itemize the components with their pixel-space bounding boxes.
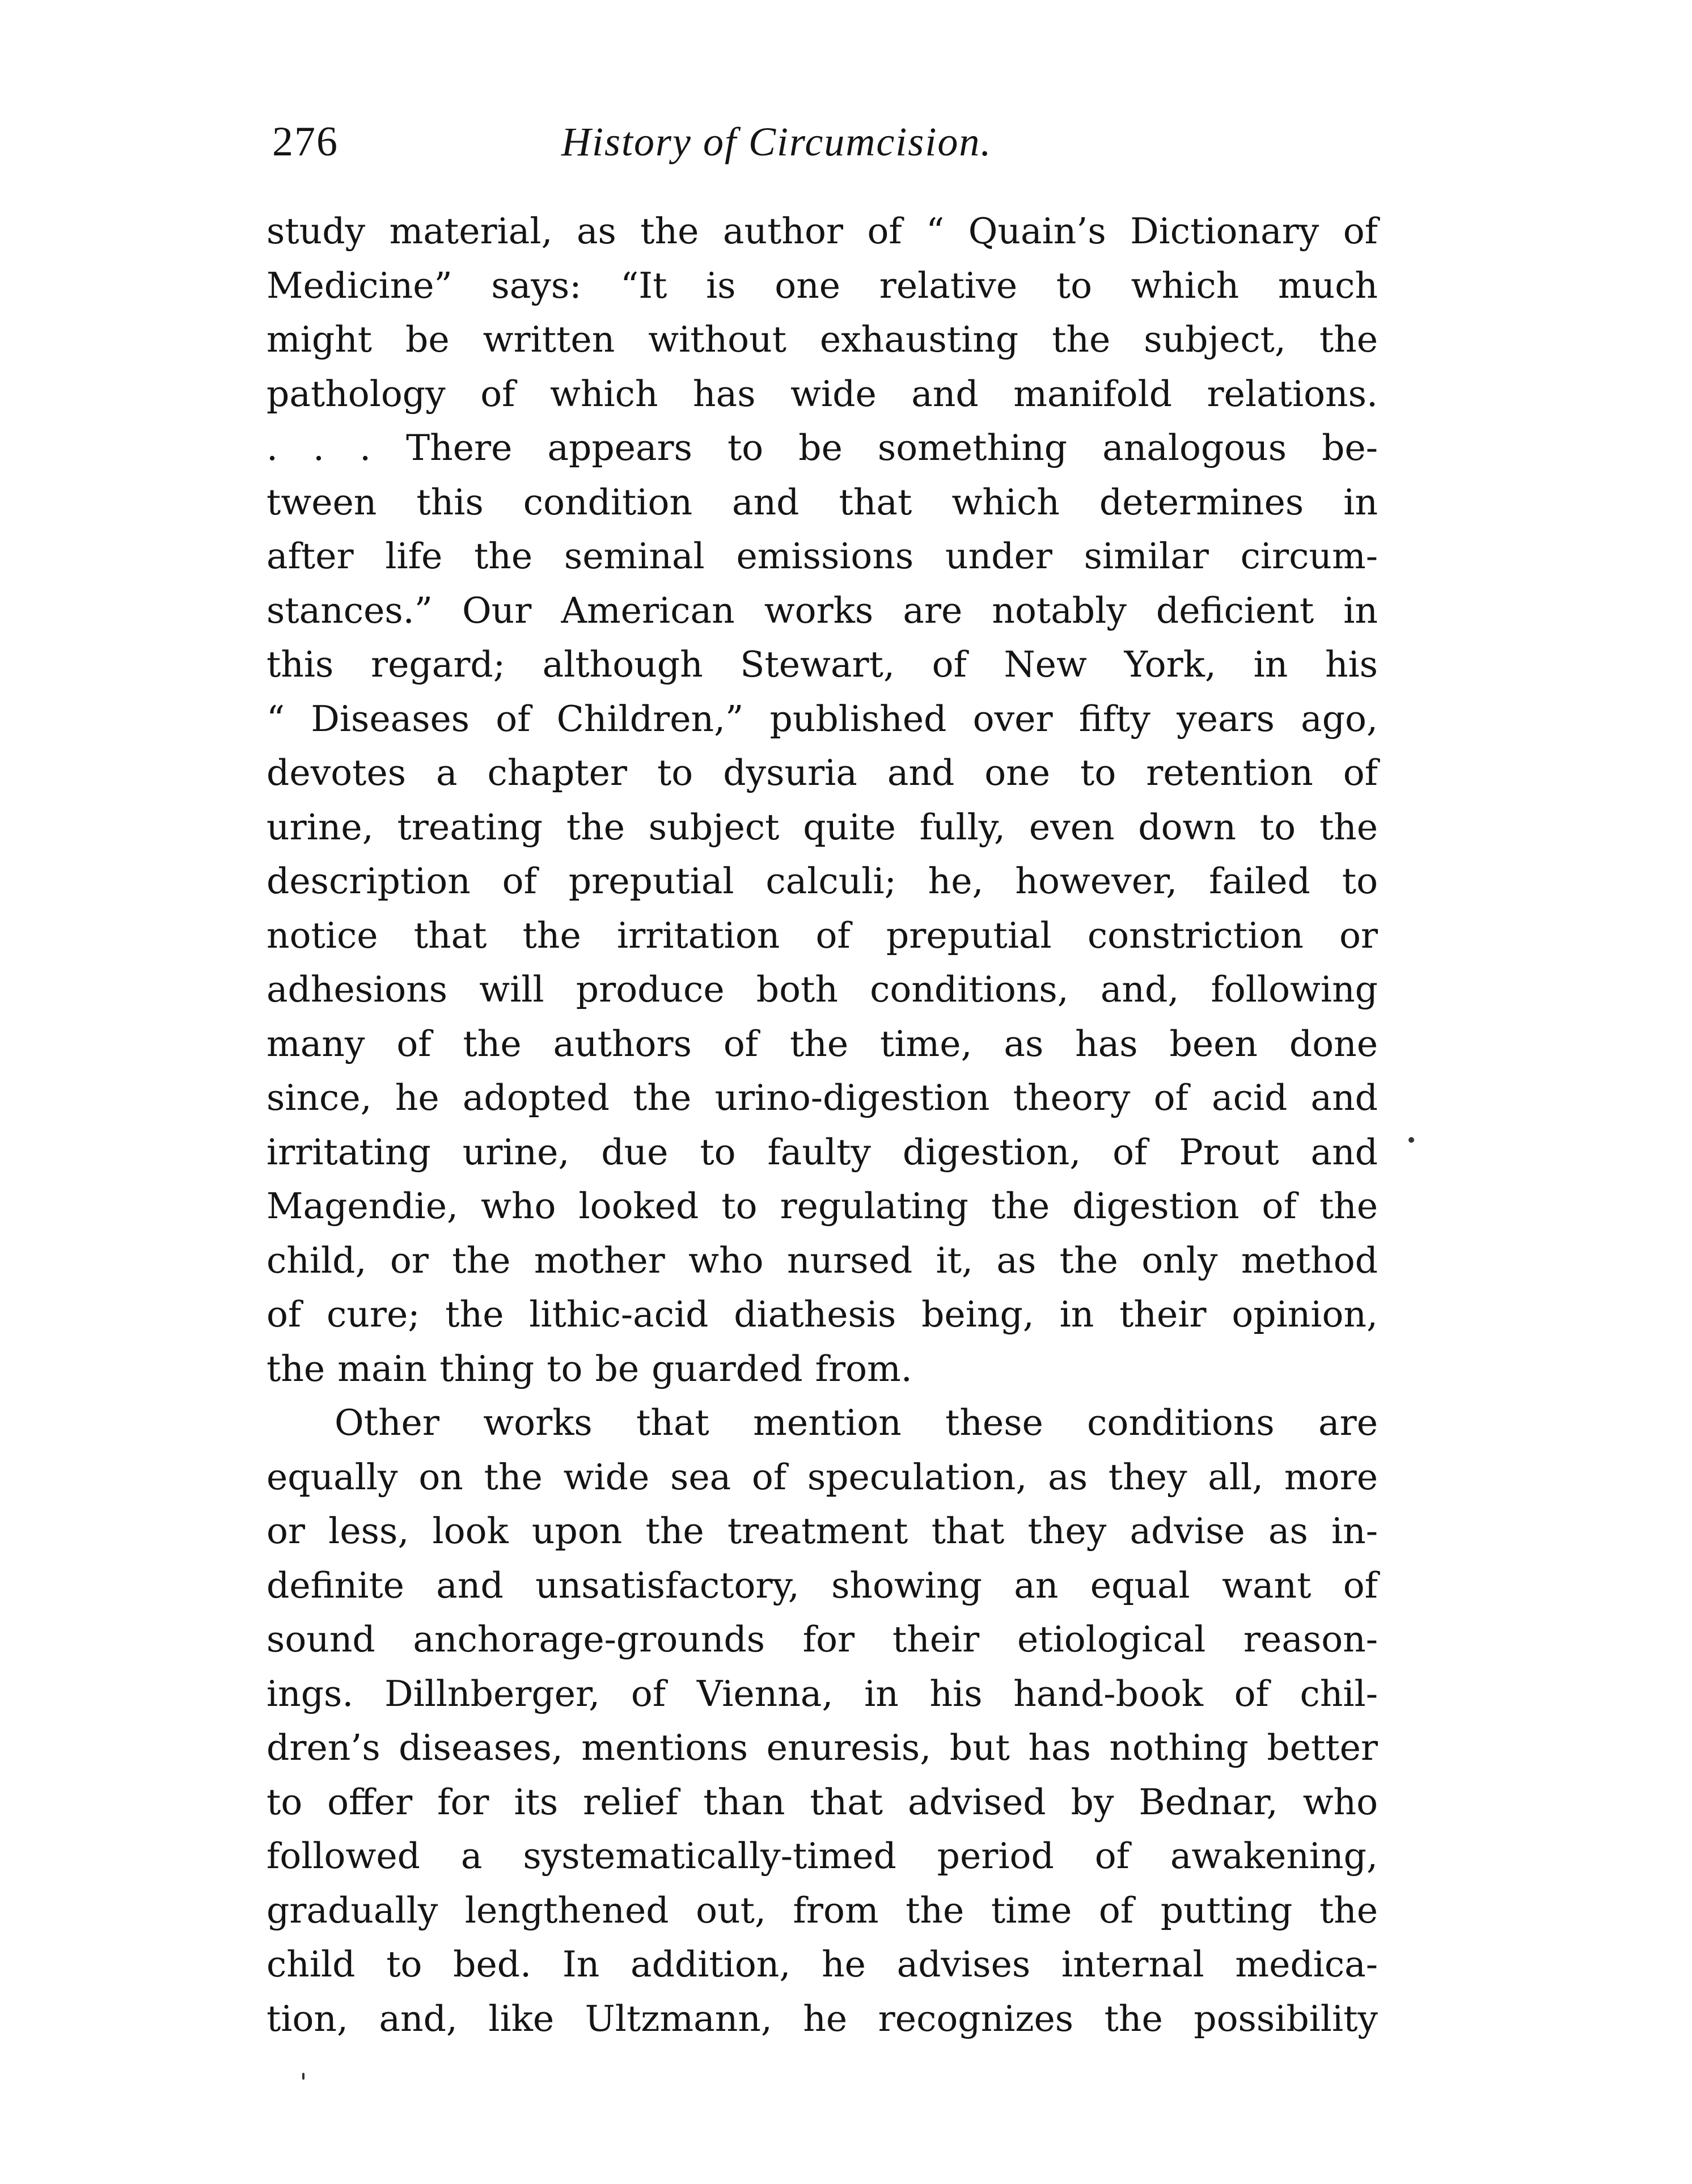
text-line: definite and unsatisfactory, showing an equal want of [267, 1564, 1378, 1606]
text-line: equally on the wide sea of speculation, as they all, more [267, 1456, 1378, 1498]
running-title: History of Circumcision. [561, 119, 992, 164]
text-line: tween this condition and that which determines in [267, 481, 1378, 523]
text-line: might be written without exhausting the subject, the [267, 319, 1378, 360]
page-body [267, 204, 1378, 2046]
page-number: 276 [272, 119, 339, 165]
paragraph [267, 204, 1378, 1396]
text-line: irritating urine, due to faulty digestion, of Prout and [267, 1131, 1378, 1173]
text-line: of cure; the lithic-acid diathesis being, in their opinion, [267, 1294, 1378, 1335]
text-line: sound anchorage-grounds for their etiological reason- [267, 1619, 1378, 1660]
text-line: to offer for its relief than that advised by Bednar, who [267, 1781, 1378, 1823]
text-line: Magendie, who looked to regulating the digestion of the [267, 1185, 1378, 1227]
text-line: ings. Dillnberger, of Vienna, in his hand-book of chil- [267, 1672, 1378, 1714]
text-line: devotes a chapter to dysuria and one to retention of [267, 752, 1378, 793]
text-line: followed a systematically-timed period of awakening, [267, 1835, 1378, 1877]
text-line: many of the authors of the time, as has been done [267, 1023, 1378, 1064]
text-line: gradually lengthened out, from the time of putting the [267, 1889, 1378, 1931]
text-line: notice that the irritation of preputial constriction or [267, 914, 1378, 956]
text-line: since, he adopted the urino-digestion theory of acid and [267, 1077, 1378, 1118]
text-line: dren’s diseases, mentions enuresis, but has nothing better [267, 1727, 1378, 1768]
print-speck [1408, 1137, 1414, 1143]
paragraph [267, 1396, 1378, 2046]
page-header [267, 116, 1140, 179]
text-line: urine, treating the subject quite fully, even down to the [267, 806, 1378, 848]
text-line: Other works that mention these conditions are [335, 1402, 1378, 1443]
text-line: child to bed. In addition, he advises internal medica- [267, 1944, 1378, 1985]
text-line: child, or the mother who nursed it, as the only method [267, 1239, 1378, 1281]
text-line: tion, and, like Ultzmann, he recognizes the possibility [267, 1997, 1378, 2039]
text-line: . . . There appears to be something analogous be- [267, 427, 1378, 468]
print-speck [302, 2073, 304, 2080]
text-line: adhesions will produce both conditions, and, following [267, 969, 1378, 1010]
text-line: description of preputial calculi; he, however, failed to [267, 860, 1378, 902]
text-line: this regard; although Stewart, of New York, in his [267, 644, 1378, 685]
text-line: stances.” Our American works are notably deficient in [267, 589, 1378, 631]
text-line: the main thing to be guarded from. [267, 1347, 912, 1389]
text-line: Medicine” says: “It is one relative to which much [267, 264, 1378, 306]
text-line: or less, look upon the treatment that they advise as in- [267, 1510, 1378, 1552]
text-line: pathology of which has wide and manifold relations. [267, 373, 1378, 415]
text-line: study material, as the author of “ Quain’s Dictionary of [267, 210, 1378, 252]
text-line: after life the seminal emissions under similar circum- [267, 535, 1378, 577]
text-line: “ Diseases of Children,” published over fifty years ago, [267, 698, 1378, 740]
